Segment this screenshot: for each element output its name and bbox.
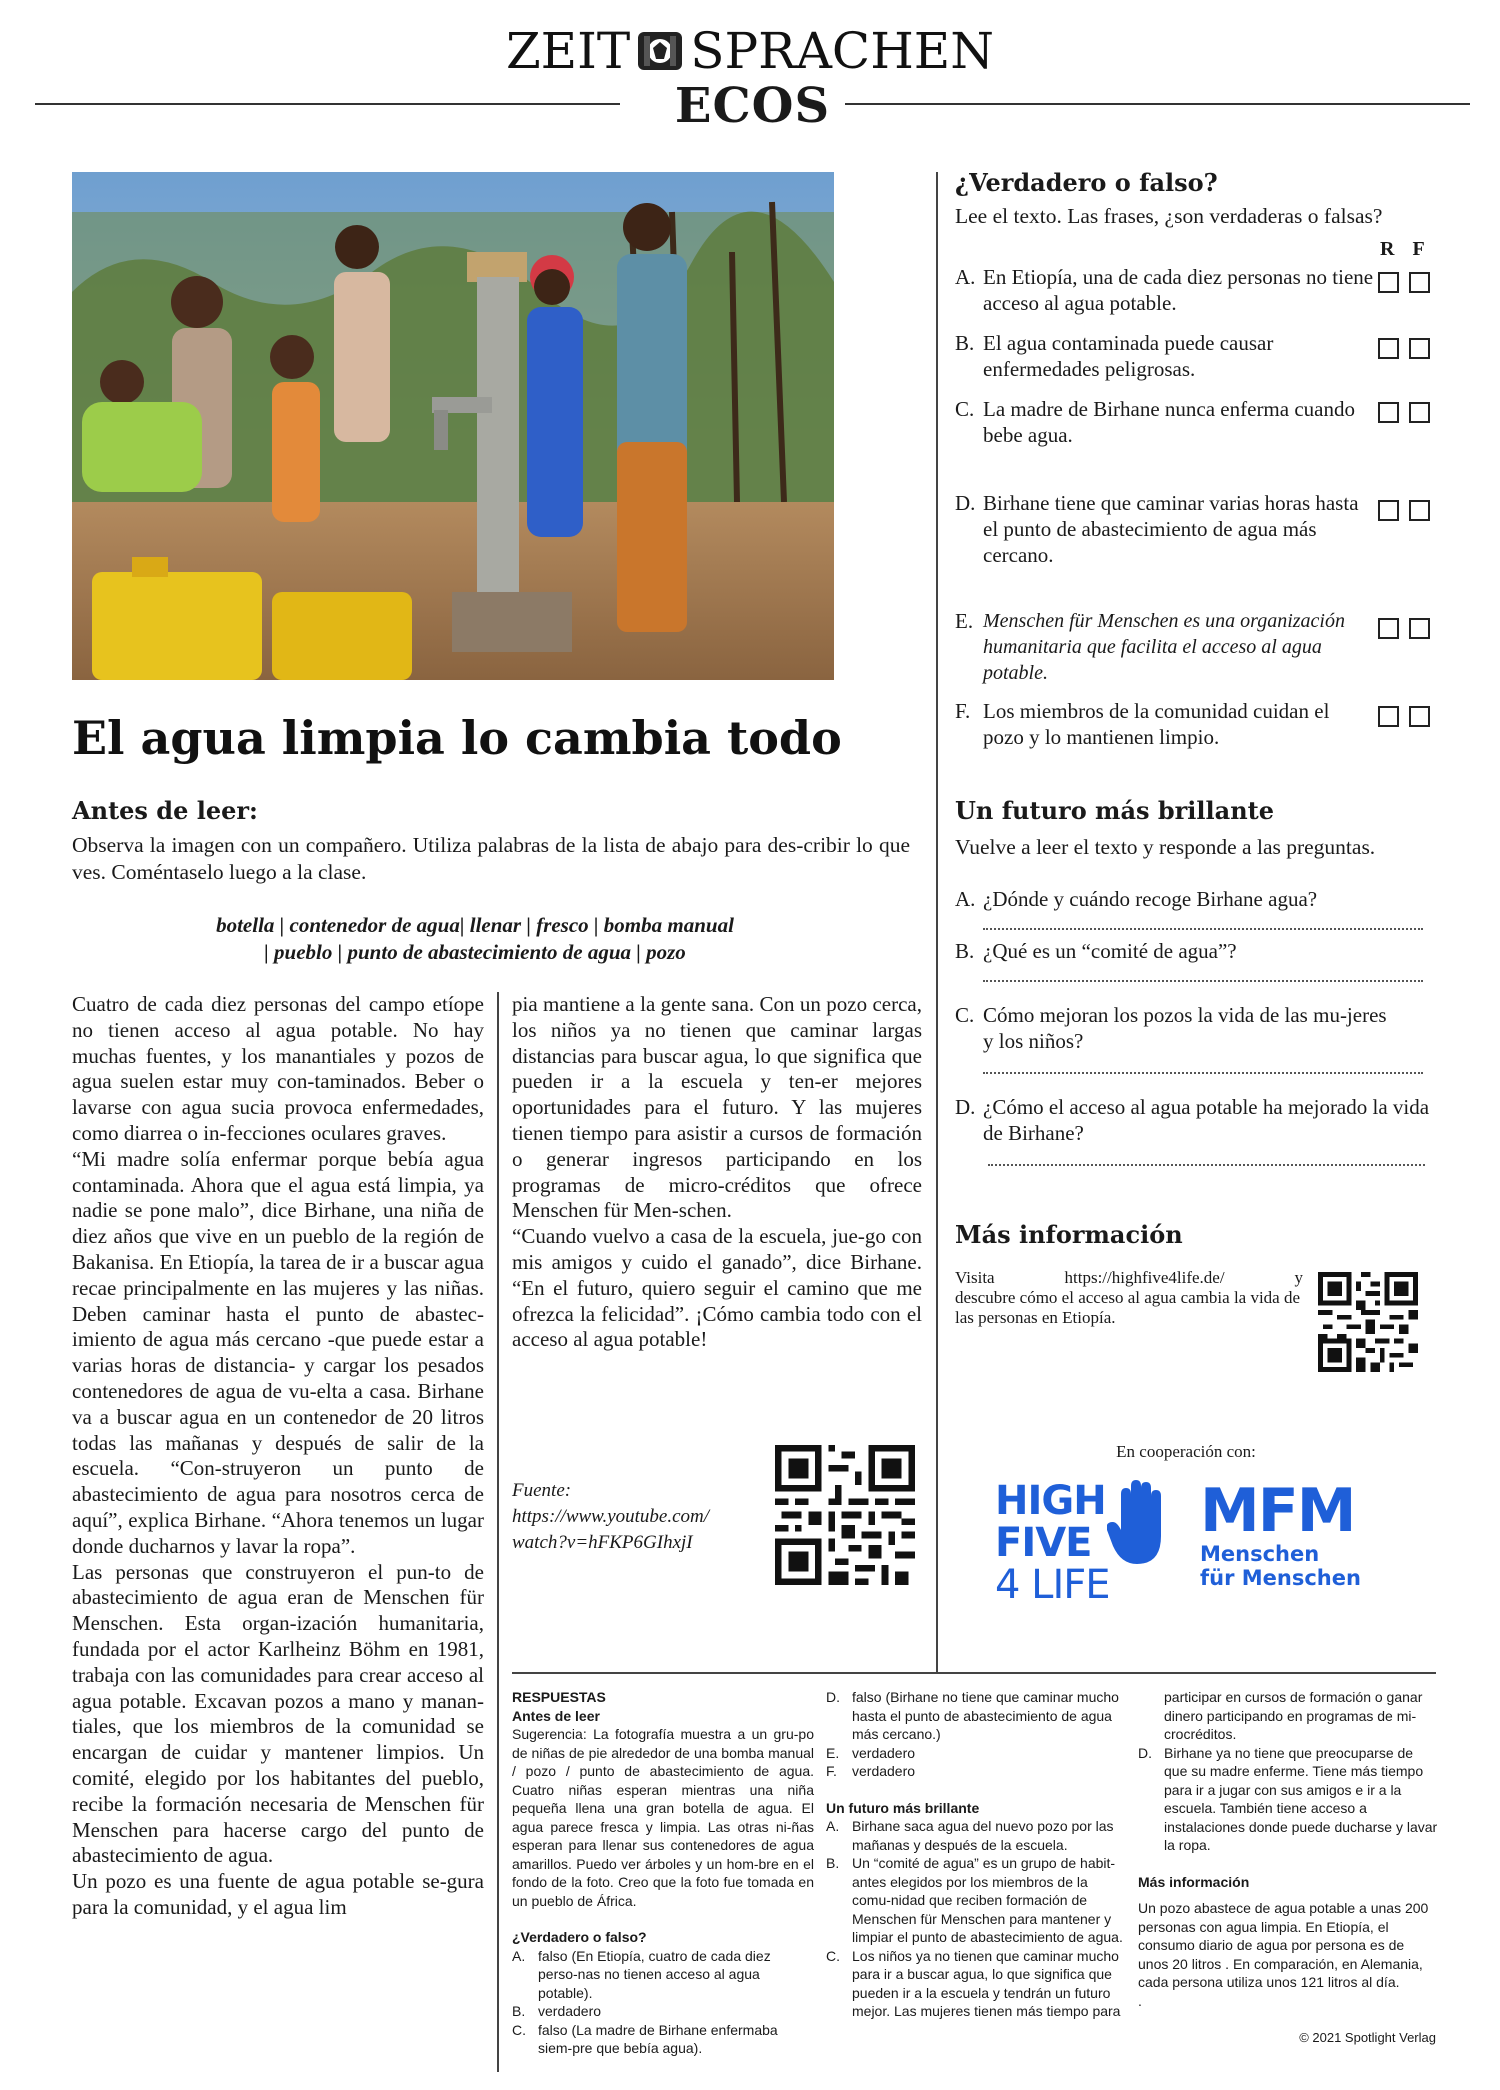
answer-item: A. Birhane saca agua del nuevo pozo por las mañanas y después de la escuela. — [826, 1818, 1114, 1853]
vocab-line-1: botella | contenedor de agua| llenar | fresco | bomba manual — [216, 913, 734, 937]
answers-column-2 — [826, 1688, 1126, 2021]
quiz-item-a: A. En Etiopía, una de cada diez personas no tiene acceso al agua potable. — [955, 265, 1374, 315]
qr-code-icon[interactable] — [775, 1445, 915, 1585]
menschen-fur-menschen-logo — [1200, 1476, 1390, 1610]
future-instruction: Vuelve a leer el texto y responde a las preguntas. — [955, 835, 1376, 859]
banner-rule-right — [845, 103, 1470, 105]
more-info-description: descubre cómo el acceso al agua cambia la vida de las personas en Etiopía. — [955, 1288, 1301, 1327]
more-info-text — [955, 1268, 1303, 1328]
quiz-item-c: C. La madre de Birhane nunca enferma cuando bebe agua. — [955, 397, 1355, 447]
cooperation-label: En cooperación con: — [1116, 1442, 1256, 1461]
answer-line[interactable] — [983, 980, 1423, 982]
true-column-label: R — [1380, 238, 1395, 260]
logo-text: FIVE — [995, 1520, 1092, 1566]
answer-item: B. Un “comité de agua” es un grupo de habit-antes elegidos por los miembros de la comu-nidad que reciben formación de Menschen für Menschen para mantener y limpiar el punto de abastecimiento de agua. — [826, 1855, 1123, 1945]
answer-line[interactable] — [983, 1072, 1423, 1074]
source-link[interactable]: https://www.youtube.com/ — [512, 1506, 710, 1527]
answers-column-1 — [512, 1688, 814, 2058]
article-paragraph: “Cuando vuelvo a casa de la escuela, jue-go con mis amigos y cuido el ganado”, dice Birhane. “En el futuro, quiero seguir el camino que me ofrezca la felicidad”. ¡Cómo cambia todo con el acceso al agua potable! — [512, 1224, 922, 1352]
column-divider — [497, 992, 499, 2072]
answers-title: RESPUESTAS — [512, 1689, 606, 1705]
article-column-2 — [512, 992, 922, 1353]
article-paragraph: Un pozo es una fuente de agua potable se-gura para la comunidad, y el agua lim — [72, 1869, 484, 1919]
answers-more-title: Más información — [1138, 1873, 1250, 1890]
article-column-1 — [72, 992, 484, 1921]
qr-code-icon[interactable] — [1318, 1272, 1418, 1372]
quiz-item-e: E. Menschen für Menschen es una organización humanitaria que facilita el acceso al agua potable. — [955, 609, 1345, 684]
answers-more-dot: . — [1138, 1992, 1142, 2009]
answers-column-3 — [1138, 1688, 1438, 2010]
logo-left: ZEIT — [505, 22, 631, 80]
photo-children-water-pump — [72, 172, 834, 680]
source-label: Fuente: — [512, 1480, 572, 1501]
false-checkbox[interactable] — [1409, 402, 1430, 423]
logo-right: SPRACHEN — [690, 22, 995, 80]
article-photo — [72, 172, 834, 680]
high-five-4-life-logo — [995, 1480, 1175, 1610]
true-checkbox[interactable] — [1378, 402, 1399, 423]
answer-item: D. falso (Birhane no tiene que caminar mucho hasta el punto de abastecimiento de agua más cercano.) — [826, 1689, 1119, 1742]
answers-future-title: Un futuro más brillante — [826, 1799, 980, 1816]
more-info-link[interactable]: https://highfive4life.de/ — [1064, 1268, 1225, 1287]
future-question-a: A. ¿Dónde y cuándo recoge Birhane agua? — [955, 887, 1318, 911]
quiz-item-f: F. Los miembros de la comunidad cuidan el pozo y lo mantienen limpio. — [955, 699, 1330, 749]
quiz-checkboxes — [1378, 402, 1440, 423]
quiz-checkboxes — [1378, 272, 1440, 293]
future-question-d: D. ¿Cómo el acceso al agua potable ha mejorado la vida de Birhane? — [955, 1095, 1430, 1145]
copyright: © 2021 Spotlight Verlag — [1299, 2030, 1436, 2045]
quiz-checkboxes — [1378, 706, 1440, 727]
crest-icon — [634, 28, 686, 74]
logo-abbr: MFM — [1200, 1476, 1355, 1546]
logo-text: Menschen — [1200, 1542, 1320, 1566]
answers-rule — [512, 1672, 1436, 1674]
logo-text: 4 LIFE — [995, 1562, 1110, 1608]
answer-item: F. verdadero — [826, 1763, 916, 1779]
true-checkbox[interactable] — [1378, 338, 1399, 359]
future-question-b: B. ¿Qué es un “comité de agua”? — [955, 939, 1237, 963]
quiz-item-d: D. Birhane tiene que caminar varias horas hasta el punto de abastecimiento de agua más cercano. — [955, 491, 1359, 567]
false-column-label: F — [1412, 238, 1425, 260]
true-checkbox[interactable] — [1378, 500, 1399, 521]
answers-before-title: Antes de leer — [512, 1707, 600, 1724]
true-false-instruction: Lee el texto. Las frases, ¿son verdaderas o falsas? — [955, 204, 1383, 228]
vocab-list — [110, 912, 840, 966]
article-paragraph: pia mantiene a la gente sana. Con un pozo cerca, los niños ya no tienen que caminar largas distancias para buscar agua, lo que significa que pueden ir a la escuela y ten-er mejores oportunidades para el futuro. Y las mujeres tienen tiempo para asistir a cursos de formación o generar ingresos participando en los programas de micro-créditos que ofrece Menschen für Men-schen. — [512, 992, 922, 1223]
more-info-title: Más información — [955, 1220, 1183, 1249]
masthead — [0, 22, 1500, 80]
quiz-checkboxes — [1378, 618, 1440, 639]
answer-continuation: participar en cursos de formación o ganar dinero participando en programas de mi-crocréditos. — [1164, 1689, 1423, 1742]
false-checkbox[interactable] — [1409, 618, 1430, 639]
logo-text: für Menschen — [1200, 1566, 1361, 1590]
source-note — [512, 1478, 782, 1556]
true-checkbox[interactable] — [1378, 272, 1399, 293]
answer-item: B. verdadero — [512, 2003, 602, 2019]
quiz-item-b: B. El agua contaminada puede causar enfermedades peligrosas. — [955, 331, 1274, 381]
true-checkbox[interactable] — [1378, 618, 1399, 639]
answers-before-text: Sugerencia: La fotografía muestra a un gru-po de niñas de pie alrededor de una bomba manual / pozo / punto de abastecimiento de agua. Cuatro niñas esperan mientras una niña pequeña llena una gran botella de agua. El agua parece fresca y limpia. Las otras ni-ñas esperan para llenar sus contenedores de agua amarillos. Puedo ver árboles y un hom-bre en el fondo de la foto. Creo que la foto fue tomada en un pueblo de África. — [512, 1726, 814, 1909]
rf-header — [1380, 236, 1425, 262]
false-checkbox[interactable] — [1409, 500, 1430, 521]
true-checkbox[interactable] — [1378, 706, 1399, 727]
section-banner — [35, 78, 1470, 138]
article-paragraph: “Mi madre solía enfermar porque bebía agua contaminada. Ahora que el agua está limpia, ya nadie se pone malo”, dice Birhane, una niña de diez años que vive en un pueblo de la región de Bakanisa. En Etiopía, la tarea de ir a buscar agua recae principalmente en las mujeres y las niñas. Deben caminar hasta el punto de abastec-imiento de agua más cercano -que puede estar a varias horas de distancia- y cargar los pesados contenedores de agua de vu-elta a casa. Birhane va a buscar agua en un contenedor de 20 litros todas las mañanas y después de salir de la escuela. “Con-struyeron un punto de abastecimiento de agua para nosotros cerca de aquí”, explica Birhane. “Ahora tenemos un lugar donde ducharnos y lavar la ropa”. — [72, 1146, 484, 1558]
logo — [0, 22, 1500, 80]
false-checkbox[interactable] — [1409, 338, 1430, 359]
hand-icon — [1107, 1480, 1169, 1566]
answer-item: A. falso (En Etiopía, cuatro de cada diez perso-nas no tienen acceso al agua potable). — [512, 1947, 771, 2001]
false-checkbox[interactable] — [1409, 272, 1430, 293]
article-paragraph: Las personas que construyeron el pun-to de abastecimiento de agua eran de Menschen für Menschen. Esta organ-ización humanitaria, fundada por el actor Karlheinz Böhm en 1981, trabaja con las comunidades para crear acceso al agua potable. Excavan pozos a mano y manan-tiales, que los miembros de la comunidad se encargan de cuidar y mantener limpios. Un comité, elegido por los habitantes del pueblo, recibe la formación necesaria de Menschen für Menschen para hacerse cargo del punto de abastecimiento de agua. — [72, 1559, 484, 1868]
more-info-and: y — [1294, 1268, 1303, 1287]
true-false-title: ¿Verdadero o falso? — [955, 168, 1218, 197]
section-title: ECOS — [674, 78, 831, 134]
vocab-line-2: | pueblo | punto de abastecimiento de agua | pozo — [264, 940, 686, 964]
before-reading-instruction: Observa la imagen con un compañero. Utiliza palabras de la lista de abajo para des-cribir lo que ves. Coméntaselo luego a la clase. — [72, 833, 910, 884]
logo-text: HIGH — [995, 1478, 1106, 1524]
answer-line[interactable] — [983, 928, 1423, 930]
answer-item: C. falso (La madre de Birhane enfermaba siem-pre que bebía agua). — [512, 2021, 778, 2056]
article-paragraph: Cuatro de cada diez personas del campo etíope no tienen acceso al agua potable. No hay muchas fuentes, y los manantiales y pozos de agua suelen estar muy con-taminados. Beber o lavarse con agua sucia provoca enfermedades, como diarrea o in-fecciones oculares graves. — [72, 992, 484, 1145]
answer-item: C. Los niños ya no tienen que caminar mucho para ir a buscar agua, lo que significa que pueden ir a la escuela y tendrán un futuro mejor. Las mujeres tienen más tiempo para — [826, 1947, 1121, 2019]
future-question-c: C. Cómo mejoran los pozos la vida de las mu-jeres y los niños? — [955, 1003, 1387, 1053]
article-headline: El agua limpia lo cambia todo — [72, 711, 842, 765]
answers-more-text: Un pozo abastece de agua potable a unas 200 personas con agua limpia. En Etiopía, el consumo diario de agua por persona es de unos 20 litros . En comparación, en Alemania, cada persona utiliza unos 121 litros al día. — [1138, 1900, 1429, 1990]
answers-vf-title: ¿Verdadero o falso? — [512, 1929, 647, 1945]
false-checkbox[interactable] — [1409, 706, 1430, 727]
before-reading-title: Antes de leer: — [72, 796, 258, 825]
answer-item: E. verdadero — [826, 1744, 916, 1761]
more-info-visit: Visita — [955, 1268, 995, 1287]
future-title: Un futuro más brillante — [955, 796, 1274, 825]
answer-item: D. Birhane ya no tiene que preocuparse de que su madre enferme. Tiene más tiempo para ir a jugar con sus amigos e ir a la escuela. También tiene acceso a instalaciones donde puede ducharse y lavar la ropa. — [1138, 1744, 1438, 1853]
source-link[interactable]: watch?v=hFKP6GIhxjI — [512, 1532, 693, 1553]
answer-line[interactable] — [988, 1164, 1425, 1166]
quiz-checkboxes — [1378, 338, 1440, 359]
quiz-checkboxes — [1378, 500, 1440, 521]
